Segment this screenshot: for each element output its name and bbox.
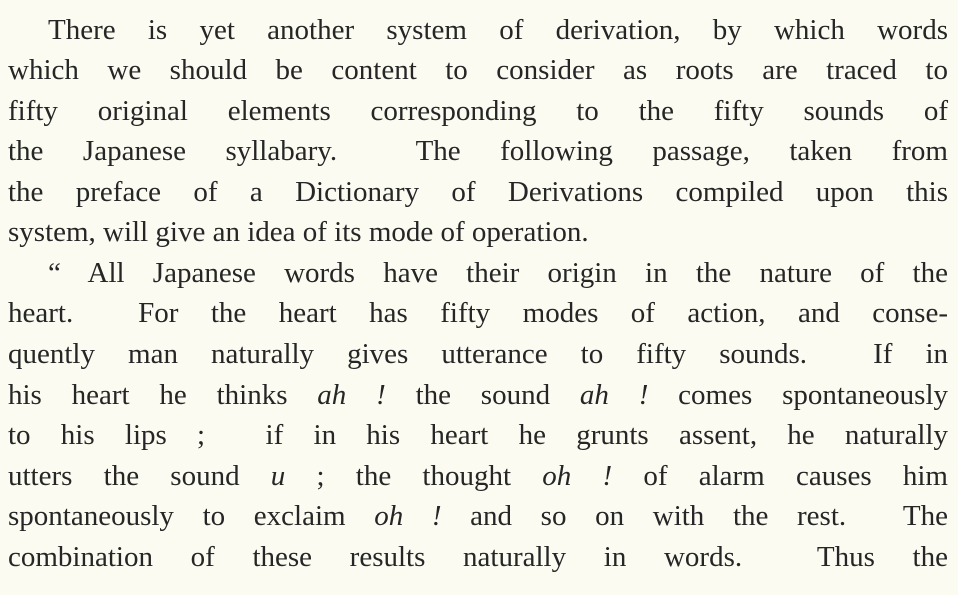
italic-word: ah ! (317, 379, 386, 411)
text-line: his heart he thinks ah ! the sound ah ! comes spontaneously (8, 379, 948, 411)
text-line: which we should be content to consider as roots are traced to (8, 54, 948, 86)
italic-word: oh ! (542, 460, 613, 492)
text-line: quently man naturally gives utterance to fifty sounds. If in (8, 338, 948, 370)
text-line: fifty original elements corresponding to the fifty sounds of (8, 95, 948, 127)
text-line: system, will give an idea of its mode of operation. (8, 216, 589, 248)
italic-word: u (270, 460, 286, 492)
text-line: combination of these results naturally in words. Thus the (8, 541, 948, 573)
text-line: utters the sound u ; the thought oh ! of alarm causes him (8, 460, 948, 492)
italic-word: ah ! (579, 379, 649, 411)
text-line: the Japanese syllabary. The following passage, taken from (8, 135, 948, 167)
italic-word: oh ! (374, 500, 442, 532)
text-line: “ All Japanese words have their origin in the nature of the (48, 257, 948, 289)
text-line: heart. For the heart has fifty modes of action, and conse- (8, 297, 948, 329)
text-line: the preface of a Dictionary of Derivations compiled upon this (8, 176, 948, 208)
text-line: spontaneously to exclaim oh ! and so on with the rest. The (8, 500, 948, 532)
text-line: There is yet another system of derivation, by which words (48, 14, 948, 46)
text-line: to his lips ; if in his heart he grunts assent, he naturally (8, 419, 948, 451)
